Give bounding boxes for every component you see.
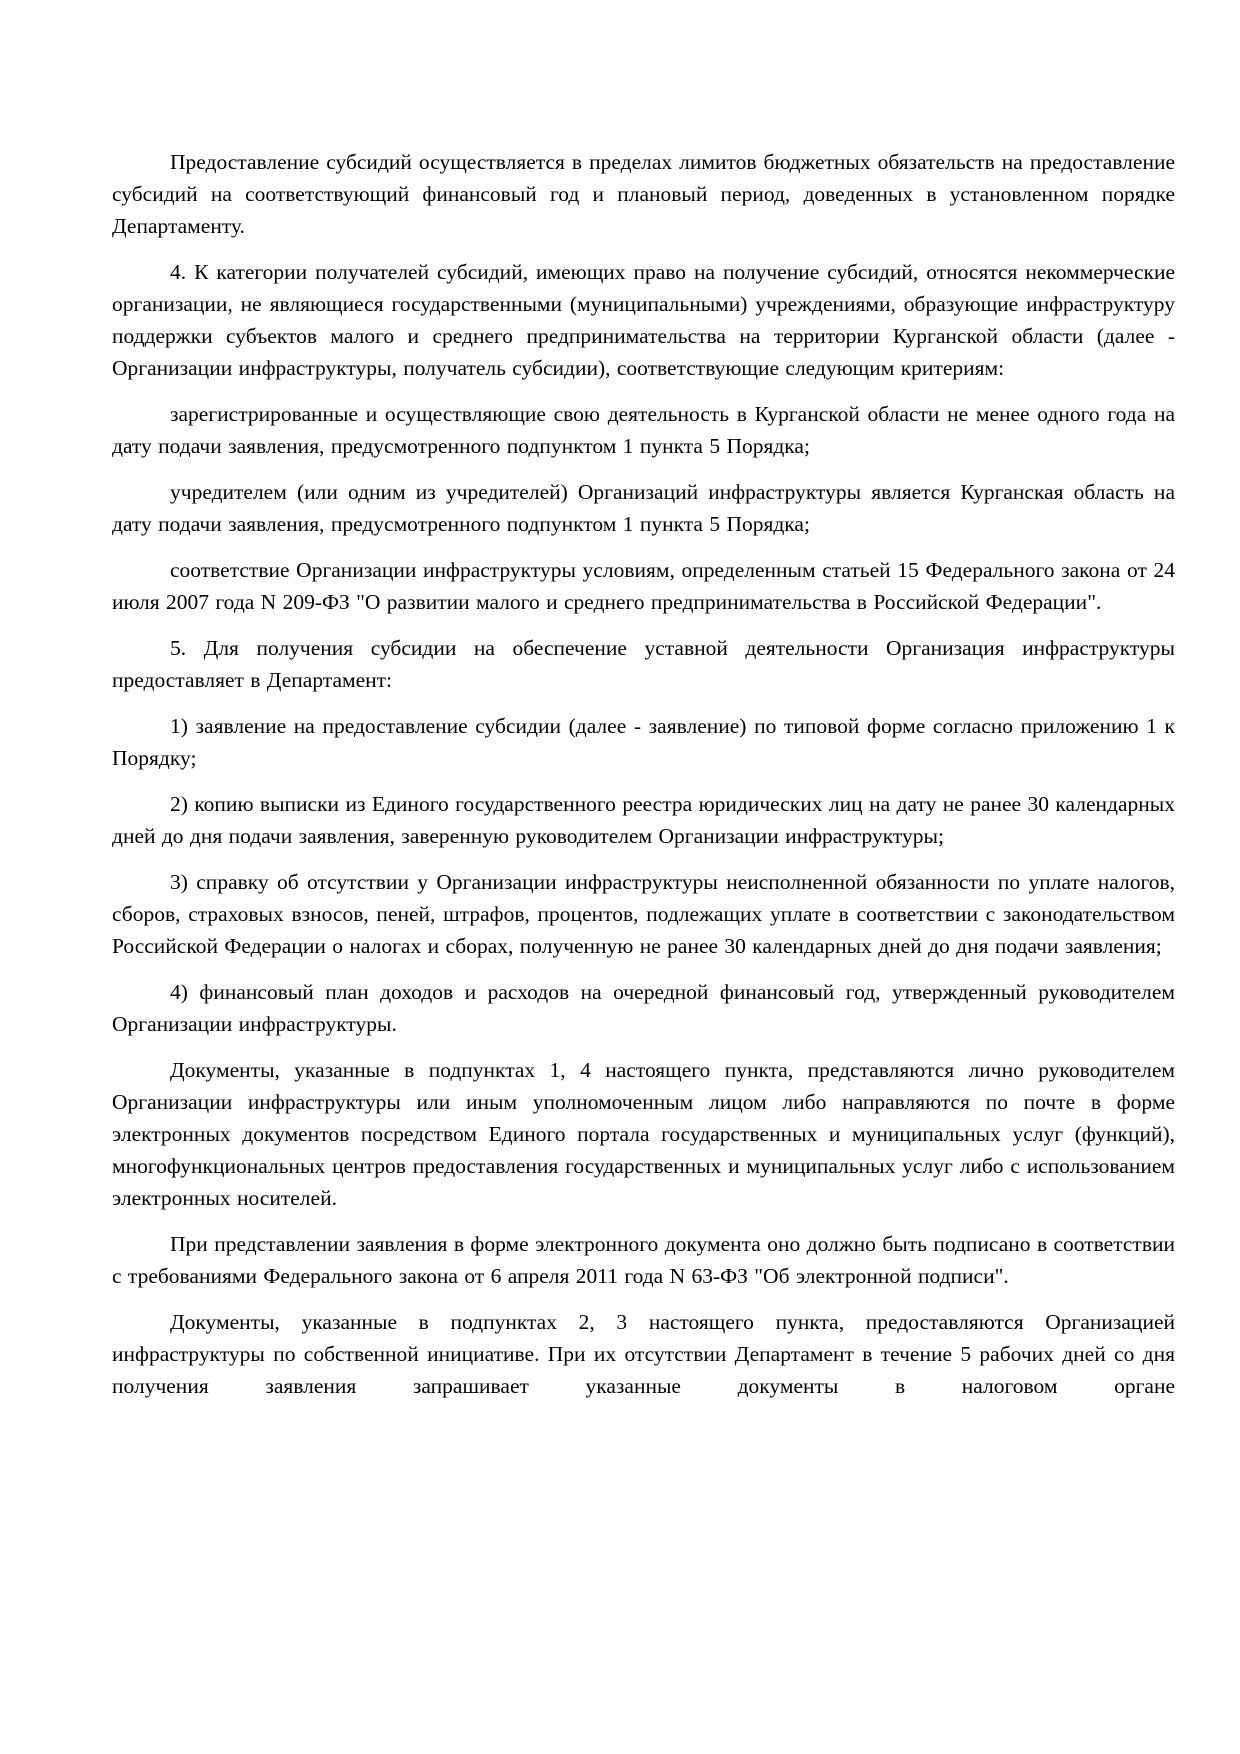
paragraph: 1) заявление на предоставление субсидии (далее - заявление) по типовой форме согласно приложению 1 к Порядку; xyxy=(112,714,1175,770)
paragraph: 4. К категории получателей субсидий, имеющих право на получение субсидий, относятся некоммерческие организации, не являющиеся государственными (муниципальными) учреждениями, образующие инфраструктуру поддержки субъектов малого и среднего предпринимательства на территории Курганской области (далее - Организации инфраструктуры, получатель субсидии), соответствующие следующим критериям: xyxy=(112,260,1175,380)
paragraph: При представлении заявления в форме электронного документа оно должно быть подписано в соответствии с требованиями Федерального закона от 6 апреля 2011 года N 63-ФЗ "Об электронной подписи". xyxy=(112,1232,1175,1288)
paragraph: 3) справку об отсутствии у Организации инфраструктуры неисполненной обязанности по уплате налогов, сборов, страховых взносов, пеней, штрафов, процентов, подлежащих уплате в соответствии с законодательством Российской Федерации о налогах и сборах, полученную не ранее 30 календарных дней до дня подачи заявления; xyxy=(112,870,1175,958)
paragraph: Предоставление субсидий осуществляется в пределах лимитов бюджетных обязательств на предоставление субсидий на соответствующий финансовый год и плановый период, доведенных в установленном порядке Департаменту. xyxy=(112,150,1175,238)
paragraph: 5. Для получения субсидии на обеспечение уставной деятельности Организация инфраструктуры предоставляет в Департамент: xyxy=(112,636,1175,692)
paragraph: учредителем (или одним из учредителей) Организаций инфраструктуры является Курганская область на дату подачи заявления, предусмотренного подпунктом 1 пункта 5 Порядка; xyxy=(112,480,1175,536)
paragraph: зарегистрированные и осуществляющие свою деятельность в Курганской области не менее одного года на дату подачи заявления, предусмотренного подпунктом 1 пункта 5 Порядка; xyxy=(112,402,1175,458)
text-block xyxy=(112,146,1175,1416)
paragraph: Документы, указанные в подпунктах 1, 4 настоящего пункта, представляются лично руководителем Организации инфраструктуры или иным уполномоченным лицом либо направляются по почте в форме электронных документов посредством Единого портала государственных и муниципальных услуг (функций), многофункциональных центров предоставления государственных и муниципальных услуг либо с использованием электронных носителей. xyxy=(112,1058,1175,1210)
paragraph: Документы, указанные в подпунктах 2, 3 настоящего пункта, предоставляются Организацией инфраструктуры по собственной инициативе. При их отсутствии Департамент в течение 5 рабочих дней со дня получения заявления запрашивает указанные документы в налоговом органе xyxy=(112,1310,1175,1398)
paragraph: соответствие Организации инфраструктуры условиям, определенным статьей 15 Федерального закона от 24 июля 2007 года N 209-ФЗ "О развитии малого и среднего предпринимательства в Российской Федерации". xyxy=(112,558,1175,614)
paragraph: 2) копию выписки из Единого государственного реестра юридических лиц на дату не ранее 30 календарных дней до дня подачи заявления, заверенную руководителем Организации инфраструктуры; xyxy=(112,792,1175,848)
paragraph: 4) финансовый план доходов и расходов на очередной финансовый год, утвержденный руководителем Организации инфраструктуры. xyxy=(112,980,1175,1036)
